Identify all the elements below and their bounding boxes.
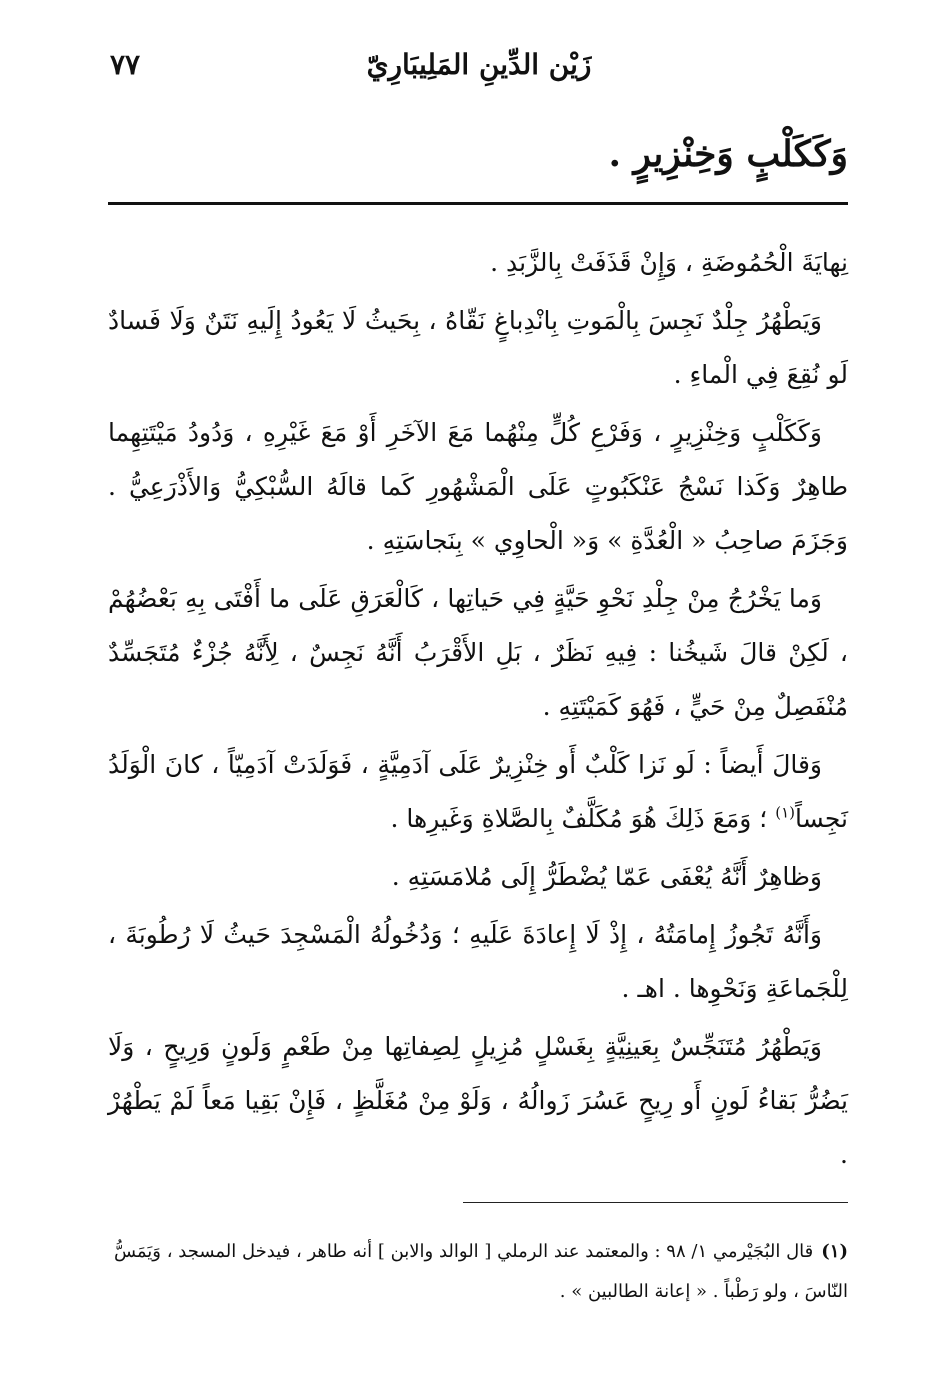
footnote-text: قال البُجَيْرمي ١/ ٩٨ : والمعتمد عند الرملي [ الوالد والابن ] أنه طاهر ، فيدخل المسجد ، وَيَمَسُّ النّاسَ ، ولو رَطْباً . « إعانة الطالبين » . [113,1241,848,1302]
paragraph-5-text-continued: ؛ وَمَعَ ذَلِكَ هُوَ مُكَلَّفٌ بِالصَّلاةِ وَغَيرِها . [390,804,776,833]
paragraph-2: وَيَطْهُرُ جِلْدٌ نَجِسَ بِالْمَوتِ بِانْدِباغٍ نَقّاهُ ، بِحَيثُ لَا يَعُودُ إِلَيهِ نَتَنٌ وَلَا فَسادٌ لَو نُقِعَ فِي الْماءِ . [108,306,848,389]
footnote-reference: (١) [775,803,795,822]
paragraph-7: وَأَنَّهُ تَجُوزُ إِمامَتُهُ ، إِذْ لَا إِعادَةَ عَلَيهِ ؛ وَدُخُولُهُ الْمَسْجِدَ حَيثُ لَا رُطُوبَةَ ، لِلْجَماعَةِ وَنَحْوِها . اهـ . [108,920,848,1003]
matn-text: وَكَكَلْبٍ وَخِنْزِيرٍ . [608,133,848,175]
paragraph-8: وَيَطْهُرُ مُتَنَجِّسٌ بِعَينِيَّةٍ بِغَسْلٍ مُزِيلٍ لِصِفاتِها مِنْ طَعْمٍ وَلَونٍ وَرِيحٍ ، وَلَا يَضُرُّ بَقاءُ لَونٍ أَو رِيحٍ عَسُرَ زَوالُهُ ، وَلَوْ مِنْ مُغَلَّظٍ ، فَإِنْ بَقِيا مَعاً لَمْ يَطْهُرْ . [108,1032,848,1169]
footnote-divider [463,1202,848,1203]
paragraph-5 [108,738,848,846]
section-divider [108,202,848,205]
footnote [108,1232,848,1312]
page-number: ٧٧ [110,48,141,81]
paragraph-6: وَظاهِرٌ أَنَّهُ يُعْفَى عَمّا يُضْطَرُّ إِلَى مُلامَسَتِهِ . [391,862,822,891]
running-title: زَيْن الدِّينِ المَلِيبَارِيّ [366,48,592,81]
paragraph-5-text: وَقالَ أَيضاً : لَو نَزا كَلْبٌ أَو خِنْزِيرٌ عَلَى آدَمِيَّةٍ ، فَوَلَدَتْ آدَمِيّاً ، كانَ الْوَلَدُ نَجِساً [108,750,848,833]
commentary-body [108,236,848,1182]
paragraph-3: وَكَكَلْبٍ وَخِنْزِيرٍ ، وَفَرْعِ كُلٍّ مِنْهُما مَعَ الآخَرِ أَوْ مَعَ غَيْرِهِ ، وَدُودُ مَيْتَتِهِما طاهِرٌ وَكَذا نَسْجُ عَنْكَبُوتٍ عَلَى الْمَشْهُورِ كَما قالَهُ السُّبْكِيُّ وَالأَذْرَعِيُّ . وَجَزَمَ صاحِبُ « الْعُدَّةِ » وَ« الْحاوِي » بِنَجاسَتِهِ . [108,418,848,555]
paragraph-1: نِهايَةَ الْحُمُوضَةِ ، وَإِنْ قَذَفَتْ بِالزَّبَدِ . [490,248,848,277]
footnote-number: (١) [821,1241,848,1262]
paragraph-4: وَما يَخْرُجُ مِنْ جِلْدِ نَحْوِ حَيَّةٍ فِي حَياتِها ، كَالْعَرَقِ عَلَى ما أَفْتَى بِهِ بَعْضُهُمْ ، لَكِنْ قالَ شَيخُنا : فِيهِ نَظَرٌ ، بَلِ الأَقْرَبُ أَنَّهُ نَجِسٌ ، لِأَنَّهُ جُزْءٌ مُتَجَسِّدٌ مُنْفَصِلٌ مِنْ حَيٍّ ، فَهُوَ كَمَيْتَتِهِ . [108,584,848,721]
page-header [110,38,848,98]
